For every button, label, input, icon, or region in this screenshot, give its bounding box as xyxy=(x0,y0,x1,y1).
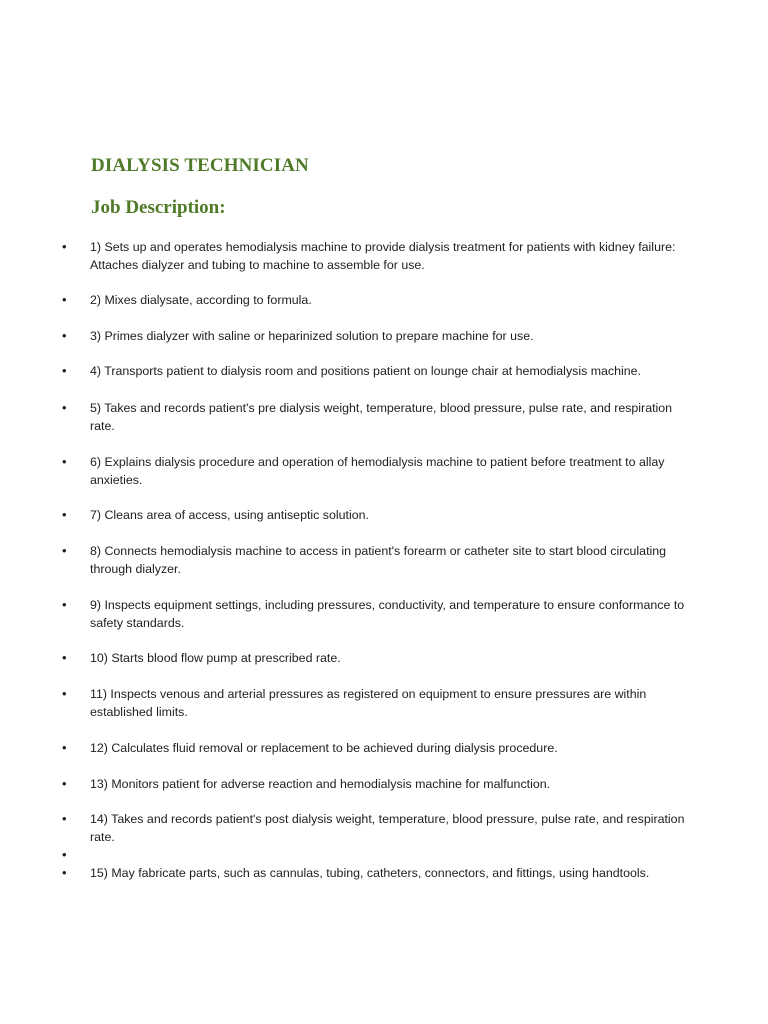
bullet-icon: • xyxy=(62,776,67,791)
duty-text: 4) Transports patient to dialysis room and positions patient on lounge chair at hemodialysis machine. xyxy=(90,364,641,378)
duty-text: 7) Cleans area of access, using antiseptic solution. xyxy=(90,508,369,522)
duty-text: 12) Calculates fluid removal or replacement to be achieved during dialysis procedure. xyxy=(90,741,558,755)
bullet-icon: • xyxy=(62,847,67,862)
bullet-icon: • xyxy=(62,292,67,307)
bullet-icon: • xyxy=(62,686,67,701)
bullet-icon: • xyxy=(62,811,67,826)
document-title: DIALYSIS TECHNICIAN xyxy=(91,155,309,176)
bullet-icon: • xyxy=(62,363,67,378)
duty-text: 2) Mixes dialysate, according to formula. xyxy=(90,293,312,307)
bullet-icon: • xyxy=(62,543,67,558)
duty-text: 14) Takes and records patient's post dialysis weight, temperature, blood pressure, pulse rate, and respiration rate. xyxy=(90,812,685,844)
bullet-icon: • xyxy=(62,740,67,755)
duty-text: 11) Inspects venous and arterial pressures as registered on equipment to ensure pressures are within established limits. xyxy=(90,687,647,719)
bullet-icon: • xyxy=(62,400,67,415)
bullet-icon: • xyxy=(62,454,67,469)
duty-text: 9) Inspects equipment settings, including pressures, conductivity, and temperature to ensure conformance to safety standards. xyxy=(90,598,685,630)
duty-text: 5) Takes and records patient's pre dialysis weight, temperature, blood pressure, pulse rate, and respiration rate. xyxy=(90,401,673,433)
duty-text: 13) Monitors patient for adverse reaction and hemodialysis machine for malfunction. xyxy=(90,777,551,791)
bullet-icon: • xyxy=(62,597,67,612)
job-description-heading: Job Description: xyxy=(91,197,226,218)
duty-text: 6) Explains dialysis procedure and operation of hemodialysis machine to patient before treatment to allay anxieties. xyxy=(90,455,665,487)
duty-text: 15) May fabricate parts, such as cannulas, tubing, catheters, connectors, and fittings, using handtools. xyxy=(90,866,650,880)
bullet-icon: • xyxy=(62,650,67,665)
duty-text: 8) Connects hemodialysis machine to access in patient's forearm or catheter site to start blood circulating through dialyzer. xyxy=(90,544,667,576)
bullet-icon: • xyxy=(62,239,67,254)
duty-text: 1) Sets up and operates hemodialysis machine to provide dialysis treatment for patients with kidney failure: Attaches dialyzer and tubing to machine to assemble for use. xyxy=(90,240,676,272)
bullet-icon: • xyxy=(62,865,67,880)
bullet-icon: • xyxy=(62,328,67,343)
duty-text: 3) Primes dialyzer with saline or heparinized solution to prepare machine for use. xyxy=(90,329,534,343)
bullet-icon: • xyxy=(62,507,67,522)
duty-text: 10) Starts blood flow pump at prescribed rate. xyxy=(90,651,341,665)
